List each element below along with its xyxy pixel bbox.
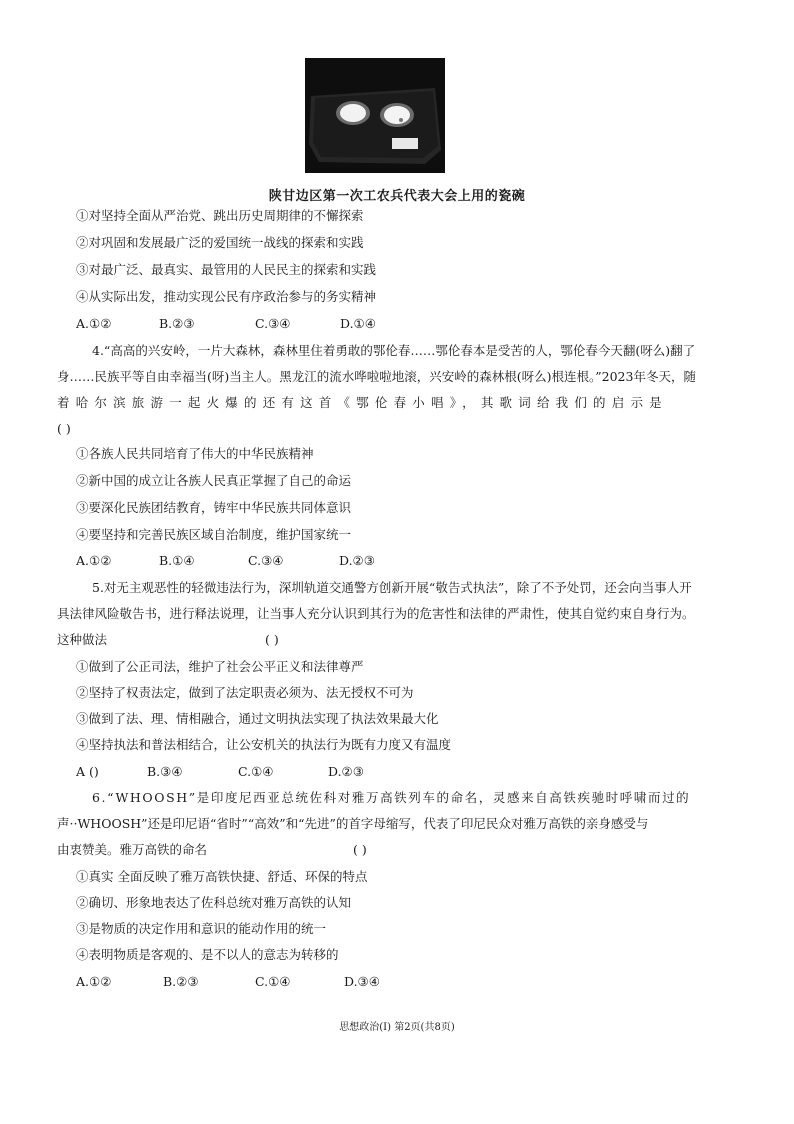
page-footer: 思想政治(I) 第2页(共8页) [339, 1022, 455, 1033]
q3-choice-c: C.③④ [255, 316, 291, 331]
q5-bracket: ( ) [265, 632, 279, 647]
q5-stem-line-2: 具法律风险敬告书，进行释法说理，让当事人充分认识到其行为的危害性和法律的严肃性，使其自觉约束自身行为。 [57, 606, 695, 621]
q3-choice-d: D.①④ [340, 316, 376, 331]
photo-caption: 陕甘边区第一次工农兵代表大会上用的瓷碗 [268, 189, 526, 204]
q5-stem-line-3: 这种做法 [57, 632, 108, 647]
q3-option-4: ④从实际出发，推动实现公民有序政治参与的务实精神 [76, 289, 377, 304]
q4-bracket: ( ) [57, 421, 71, 436]
q4-stem-line-3 [57, 395, 688, 411]
q4-option-2: ②新中国的成立让各族人民真正掌握了自己的命运 [76, 473, 352, 488]
q5-option-3: ③做到了法、理、情相融合，通过文明执法实现了执法效果最大化 [76, 711, 439, 726]
q4-option-4: ④要坚持和完善民族区域自治制度，维护国家统一 [76, 527, 352, 542]
q4-option-1: ①各族人民共同培育了伟大的中华民族精神 [76, 446, 314, 461]
q3-choice-a: A.①② [76, 316, 112, 331]
porcelain-bowls-photo [305, 58, 445, 173]
q4-stem-line-2: 身……民族平等自由幸福当(呀)当主人。黑龙江的流水哗啦啦地滚，兴安岭的森林根(呀么)根连根。”2023年冬天，随 [57, 369, 696, 384]
q6-bracket: ( ) [353, 842, 367, 857]
q3-option-1: ①对坚持全面从严治党、跳出历史周期律的不懈探索 [76, 208, 364, 223]
q4-option-3: ③要深化民族团结教育，铸牢中华民族共同体意识 [76, 500, 352, 515]
q6-stem-line-1 [92, 790, 691, 806]
q6-choice-c: C.①④ [255, 974, 291, 989]
q4-choice-b: B.①④ [159, 553, 195, 568]
q5-choice-a: A () [76, 764, 99, 779]
q4-choice-d: D.②③ [339, 553, 375, 568]
q6-option-2: ②确切、形象地表达了佐科总统对雅万高铁的认知 [76, 895, 352, 910]
q6-option-3: ③是物质的决定作用和意识的能动作用的统一 [76, 921, 327, 936]
q6-stem-line-2: 声··WHOOSH”还是印尼语“省时”“高效”和“先进”的首字母缩写，代表了印尼民众对雅万高铁的亲身感受与 [57, 816, 649, 831]
q5-option-2: ②坚持了权责法定，做到了法定职责必须为、法无授权不可为 [76, 685, 414, 700]
q3-option-2: ②对巩固和发展最广泛的爱国统一战线的探索和实践 [76, 235, 364, 250]
q5-option-1: ①做到了公正司法，维护了社会公平正义和法律尊严 [76, 659, 364, 674]
q4-choice-a: A.①② [76, 553, 112, 568]
q4-stem-line-3-text: 着哈尔滨旅游一起火爆的还有这首《鄂伦春小唱》，其歌词给我们的启示是 [57, 395, 668, 410]
q6-option-1: ①真实 全面反映了雅万高铁快捷、舒适、环保的特点 [76, 869, 368, 884]
q3-option-3: ③对最广泛、最真实、最管用的人民民主的探索和实践 [76, 262, 377, 277]
q5-choice-d: D.②③ [328, 764, 364, 779]
q4-choice-c: C.③④ [248, 553, 284, 568]
q3-choice-b: B.②③ [159, 316, 195, 331]
q5-choice-c: C.①④ [238, 764, 274, 779]
q6-choice-a: A.①② [76, 974, 112, 989]
q6-choice-d: D.③④ [344, 974, 380, 989]
q6-choice-b: B.②③ [163, 974, 199, 989]
q6-stem-line-1-text: 6.“WHOOSH”是印度尼西亚总统佐科对雅万高铁列车的命名，灵感来自高铁疾驰时呼啸而过的 [92, 790, 691, 805]
q5-choice-b: B.③④ [147, 764, 183, 779]
q6-stem-line-3: 由衷赞美。雅万高铁的命名 [57, 842, 208, 857]
q6-option-4: ④表明物质是客观的、是不以人的意志为转移的 [76, 947, 339, 962]
q5-option-4: ④坚持执法和普法相结合，让公安机关的执法行为既有力度又有温度 [76, 737, 452, 752]
q5-stem-line-1: 5.对无主观恶性的轻微违法行为，深圳轨道交通警方创新开展“敬告式执法”，除了不予处罚，还会向当事人开 [92, 580, 692, 595]
bowls-image-icon [305, 58, 445, 173]
q4-stem-line-1: 4.“高高的兴安岭，一片大森林，森林里住着勇敢的鄂伦春……鄂伦春本是受苦的人，鄂伦春今天翻(呀么)翻了 [92, 343, 696, 358]
